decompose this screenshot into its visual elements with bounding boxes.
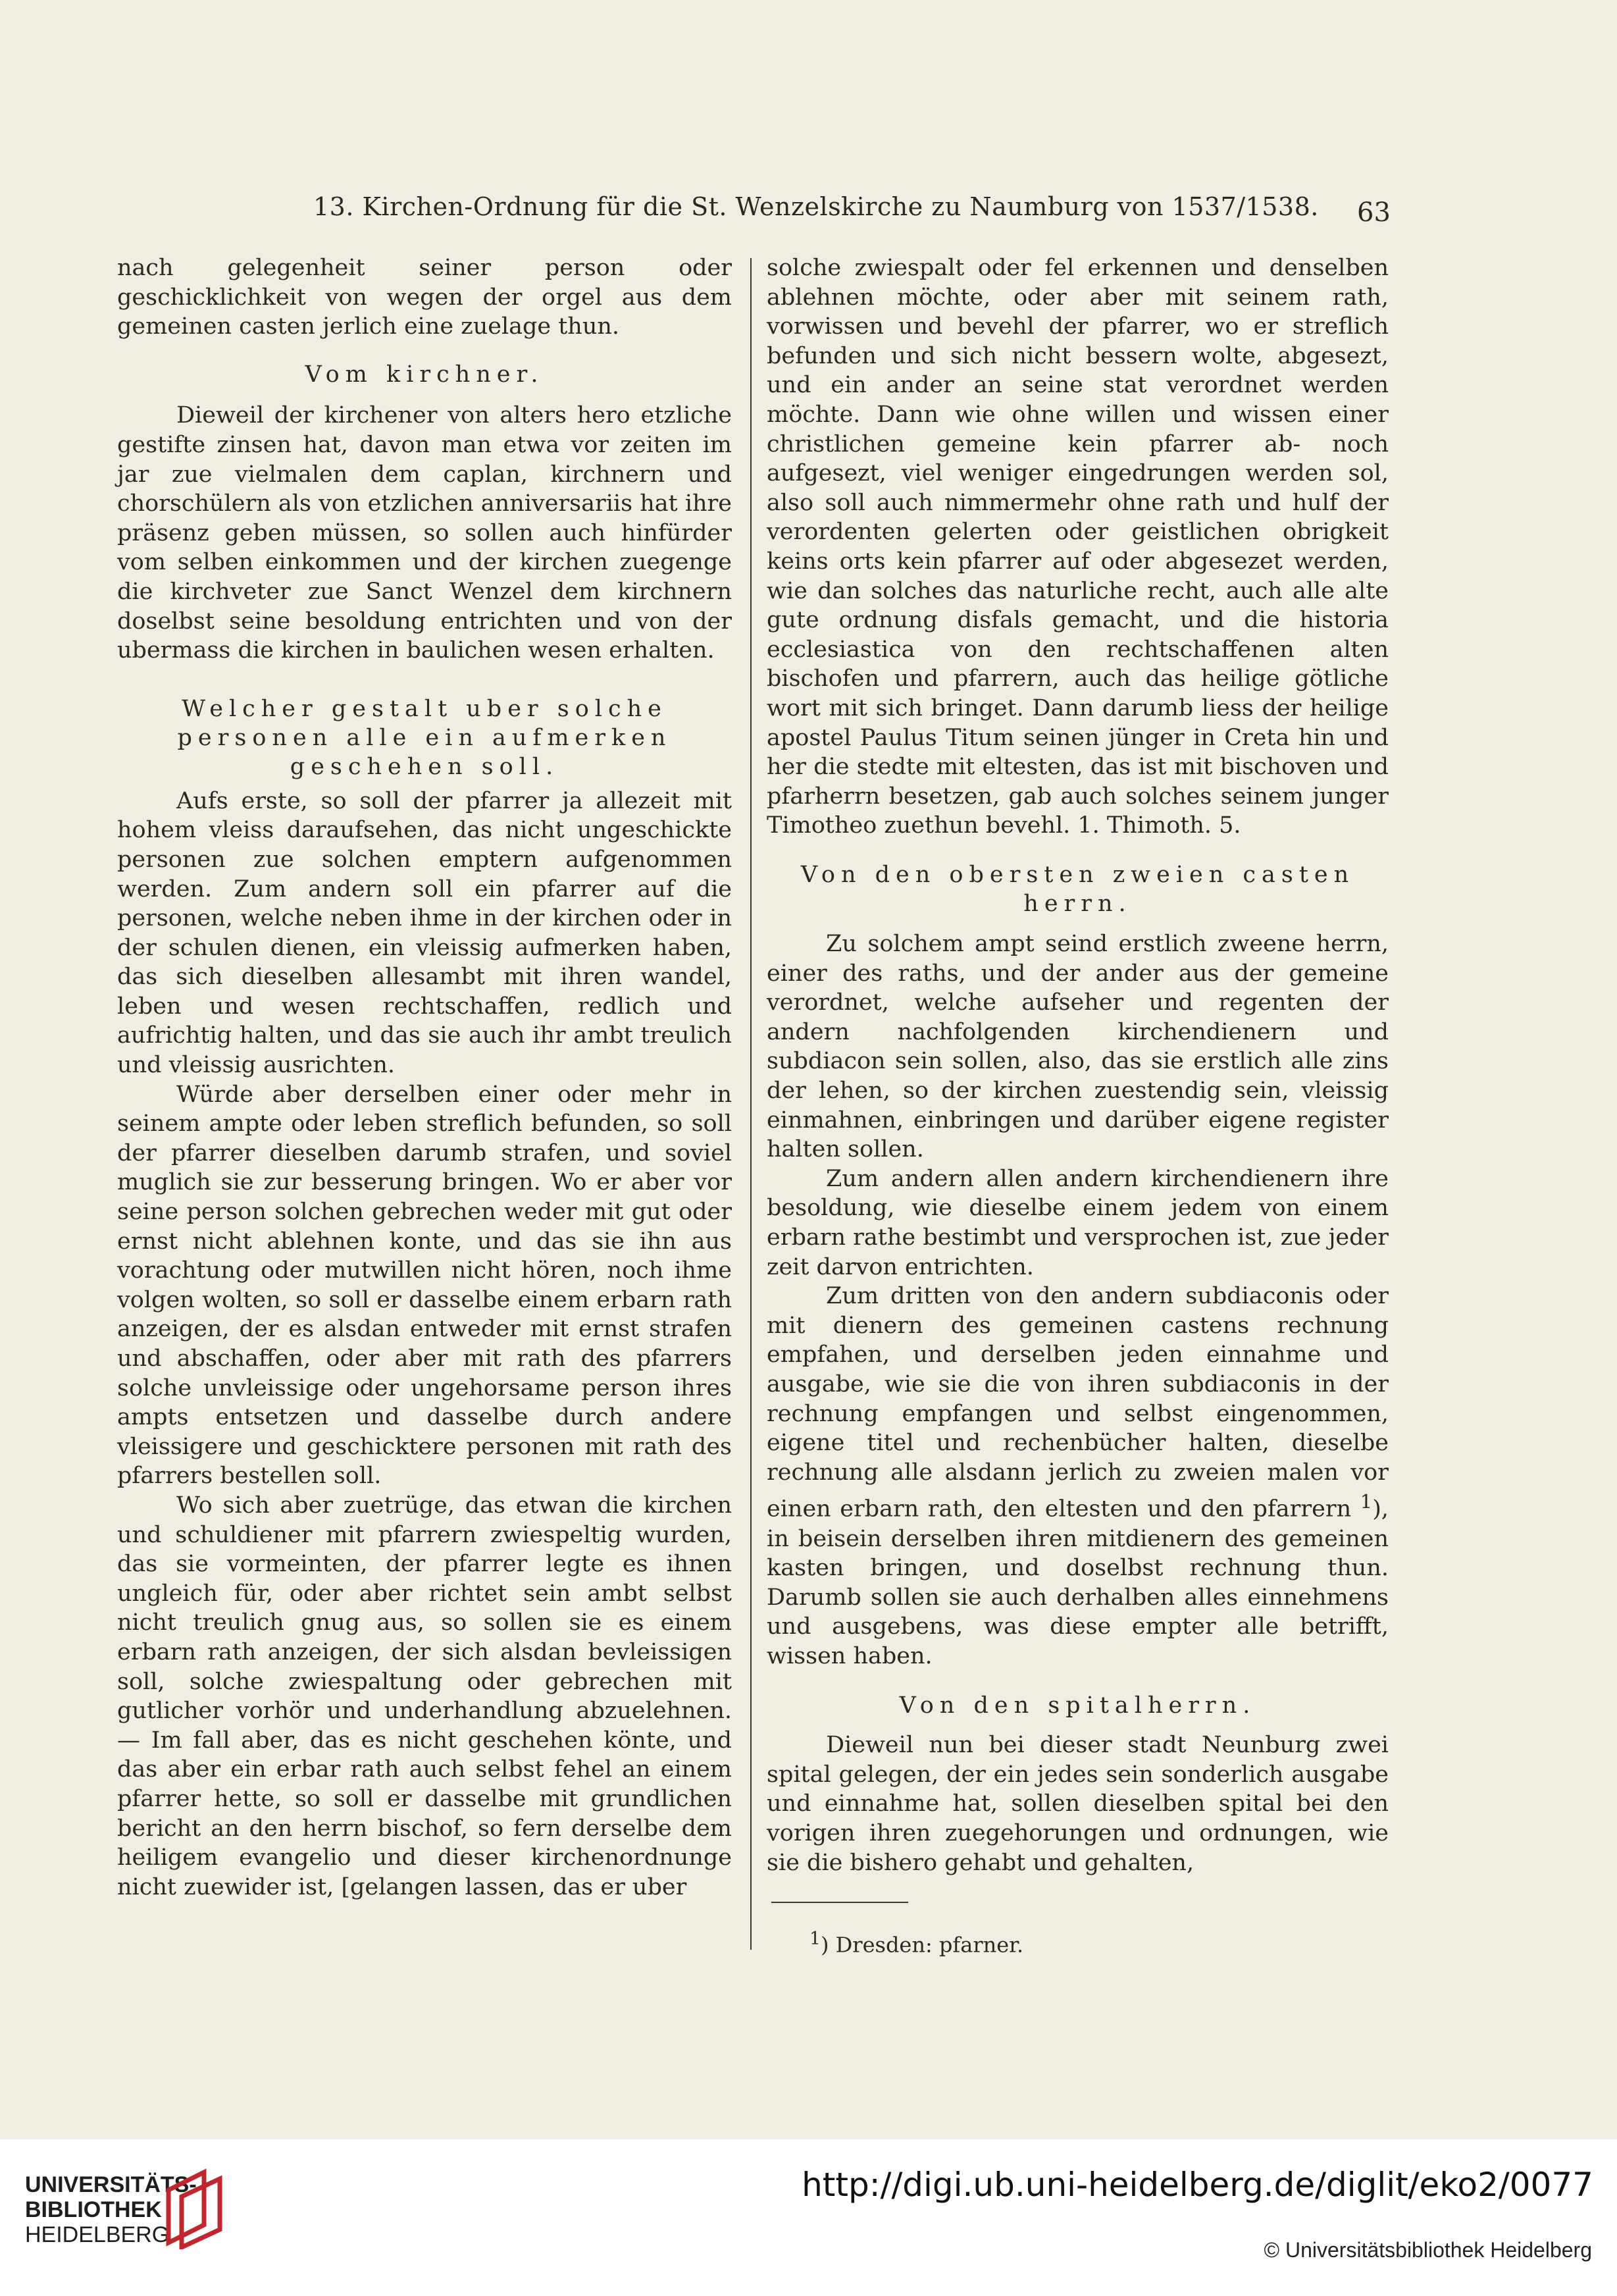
permalink-url[interactable]: http://digi.ub.uni-heidelberg.de/diglit/eko2/0077	[802, 2166, 1593, 2204]
right-paragraph-1: solche zwiespalt oder fel erkennen und denselben ablehnen möchte, oder aber mit seinem rath, vorwissen und bevehl der pfarrer, wo er streflich befunden und sich nicht bessern wolte, abgesezt, und ein ander an seine stat verordnet werden möchte. Dann wie ohne willen und wissen einer christlichen gemeine kein pfarrer ab- noch aufgesezt, viel weniger eingedrungen werden sol, also soll auch nimmermehr ohne rath und hulf der verordenten gelerten oder geistlichen obrigkeit keins orts kein pfarrer auf oder abgesezet werden, wie dan solches das naturliche recht, auch alle alte gute ordnung disfals gemacht, und die historia ecclesiastica von den rechtschaffenen alten bischofen und pfarrern, auch das heilige götliche wort mit sich bringet. Dann darumb liess der heilige apostel Paulus Titum seinen jünger in Creta hin und her die stedte mit eltesten, das ist mit bischoven und pfarherrn besetzen, gab auch solches seinem junger Timotheo zuethun bevehl. 1. Thimoth. 5.	[767, 255, 1389, 839]
right-column	[767, 253, 1389, 1877]
heading-kirchner: Vom kirchner.	[305, 361, 544, 388]
heading-spitalherrn: Von den spitalherrn.	[899, 1692, 1256, 1719]
copyright-notice	[1264, 2238, 1592, 2262]
library-logo-icon	[163, 2167, 226, 2249]
footnote-rule	[771, 1902, 908, 1903]
left-paragraph-2: Dieweil der kirchener von alters hero etzliche gestifte zinsen hat, davon man etwa vor zeiten im jar zue vielmalen dem caplan, kirchnern und chorschülern als von etzlichen anniversariis hat ihre präsenz geben müssen, so sollen auch hinfürder vom selben einkommen und der kirchen zuegenge die kirchveter zue Sanct Wenzel dem kirchnern doselbst seine besoldung entrichten und von der ubermass die kirchen in baulichen wesen erhalten.	[117, 402, 732, 664]
left-paragraph-4: Würde aber derselben einer oder mehr in seinem ampte oder leben streflich befunden, so soll der pfarrer dieselben darumb strafen, und soviel muglich sie zur besserung bringen. Wo er aber vor seine person solchen gebrechen weder mit gut oder ernst nicht ablehnen konte, und das sie ihn aus vorachtung oder mutwillen nicht hören, noch ihme volgen wolten, so soll er dasselbe einem erbarn rath anzeigen, der es alsdan entweder mit ernst strafen und abschaffen, oder aber mit rath des pfarrers solche unvleissige oder ungehorsame person ihres ampts entsetzen und dasselbe durch andere vleissigere und geschicktere personen mit rath des pfarrers bestellen soll.	[117, 1081, 732, 1490]
left-paragraph-5: Wo sich aber zuetrüge, das etwan die kirchen und schuldiener mit pfarrern zwiespeltig wurden, das sie vormeinten, der pfarrer legte es ihnen ungleich für, oder aber richtet sein ambt selbst nicht treulich gnug aus, so sollen sie es einem erbarn rath anzeigen, der sich alsdan bevleissigen soll, solche zwiespaltung oder gebrechen mit gutlicher vorhör und underhandlung abzuelehnen. — Im fall aber, das es nicht geschehen könte, und das aber ein erbar rath auch selbst fehel an einem pfarrer hette, so soll er dasselbe mit grundlichen bericht an den herrn bischof, so fern derselbe dem heiligem evangelio und dieser kirchenordnunge nicht zuewider ist, [gelangen lassen, das er uber	[117, 1492, 732, 1900]
page-number: 63	[1357, 197, 1391, 228]
column-divider	[750, 258, 752, 1950]
right-paragraph-4b: ), in beisein derselben ihren mitdienern des gemeinen kasten bringen, und doselbst rechnung thun. Darumb sollen sie auch derhalben alles einnehmens und ausgebens, was diese empter alle betrifft, wissen haben.	[767, 1496, 1389, 1669]
copyright-text: Universitätsbibliothek Heidelberg	[1285, 2238, 1592, 2262]
left-paragraph-3: Aufs erste, so soll der pfarrer ja allezeit mit hohem vleiss daraufsehen, das nicht ungeschickte personen zue solchen emptern aufgenommen werden. Zum andern soll ein pfarrer auf die personen, welche neben ihme in der kirchen oder in der schulen dienen, ein vleissig aufmerken haben, das sich dieselben allesambt mit ihren wandel, leben und wesen rechtschaffen, redlich und aufrichtig halten, und das sie auch ihr ambt treulich und vleissig ausrichten.	[117, 787, 732, 1079]
logo-line-1: UNIVERSITÄTS-	[25, 2172, 197, 2197]
footer-bar	[0, 2139, 1617, 2296]
right-paragraph-2: Zu solchem ampt seind erstlich zweene herrn, einer des raths, und der ander aus der gemeine verordnet, welche aufseher und regenten der andern nachfolgenden kirchendienern und subdiacon sein sollen, also, das sie erstlich alle zins der lehen, so der kirchen zuestendig sein, vleissig einmahnen, einbringen und darüber eigene register halten sollen.	[767, 931, 1389, 1163]
right-paragraph-4	[767, 1282, 1389, 1671]
running-head: 13. Kirchen-Ordnung für die St. Wenzelskirche zu Naumburg von 1537/1538.	[313, 192, 1319, 221]
heading-aufmerken: Welcher gestalt uber solche personen alle ein aufmerken geschehen soll.	[177, 695, 672, 780]
right-paragraph-3: Zum andern allen andern kirchendienern ihre besoldung, wie dieselbe einem jedem von einem erbarn rathe bestimbt und versprochen ist, zue jeder zeit darvon entrichten.	[767, 1165, 1389, 1280]
right-paragraph-4a: Zum dritten von den andern subdiaconis oder mit dienern des gemeinen castens rechnung empfahen, und derselben jeden einnahme und ausgabe, wie sie die von ihren subdiaconis in der rechnung empfangen und selbst eingenommen, eigene titel und rechenbücher halten, dieselbe rechnung alle alsdann jerlich zu zweien malen vor einen erbarn rath, den eltesten und den pfarrern	[767, 1283, 1389, 1523]
heading-casten-herrn: Von den obersten zweien casten herrn.	[800, 861, 1355, 918]
footnote-mark: 1	[809, 1929, 821, 1949]
footnote-text: ) Dresden: pfarner.	[820, 1932, 1024, 1958]
logo-line-2: BIBLIOTHEK	[25, 2197, 162, 2222]
footnote	[809, 1929, 1023, 1958]
right-paragraph-5: Dieweil nun bei dieser stadt Neunburg zwei spital gelegen, der ein jedes sein sonderlich ausgabe und einnahme hat, sollen dieselben spital bei den vorigen ihren zuegehorungen und ordnungen, wie sie die bishero gehabt und gehalten,	[767, 1732, 1389, 1876]
left-paragraph-1: nach gelegenheit seiner person oder geschicklichkeit von wegen der orgel aus dem gemeinen casten jerlich eine zuelage thun.	[117, 255, 732, 340]
left-column	[117, 253, 732, 1902]
copyright-icon: ©	[1264, 2238, 1280, 2262]
logo-line-3: HEIDELBERG	[25, 2222, 170, 2247]
footnote-ref: 1	[1360, 1490, 1373, 1513]
